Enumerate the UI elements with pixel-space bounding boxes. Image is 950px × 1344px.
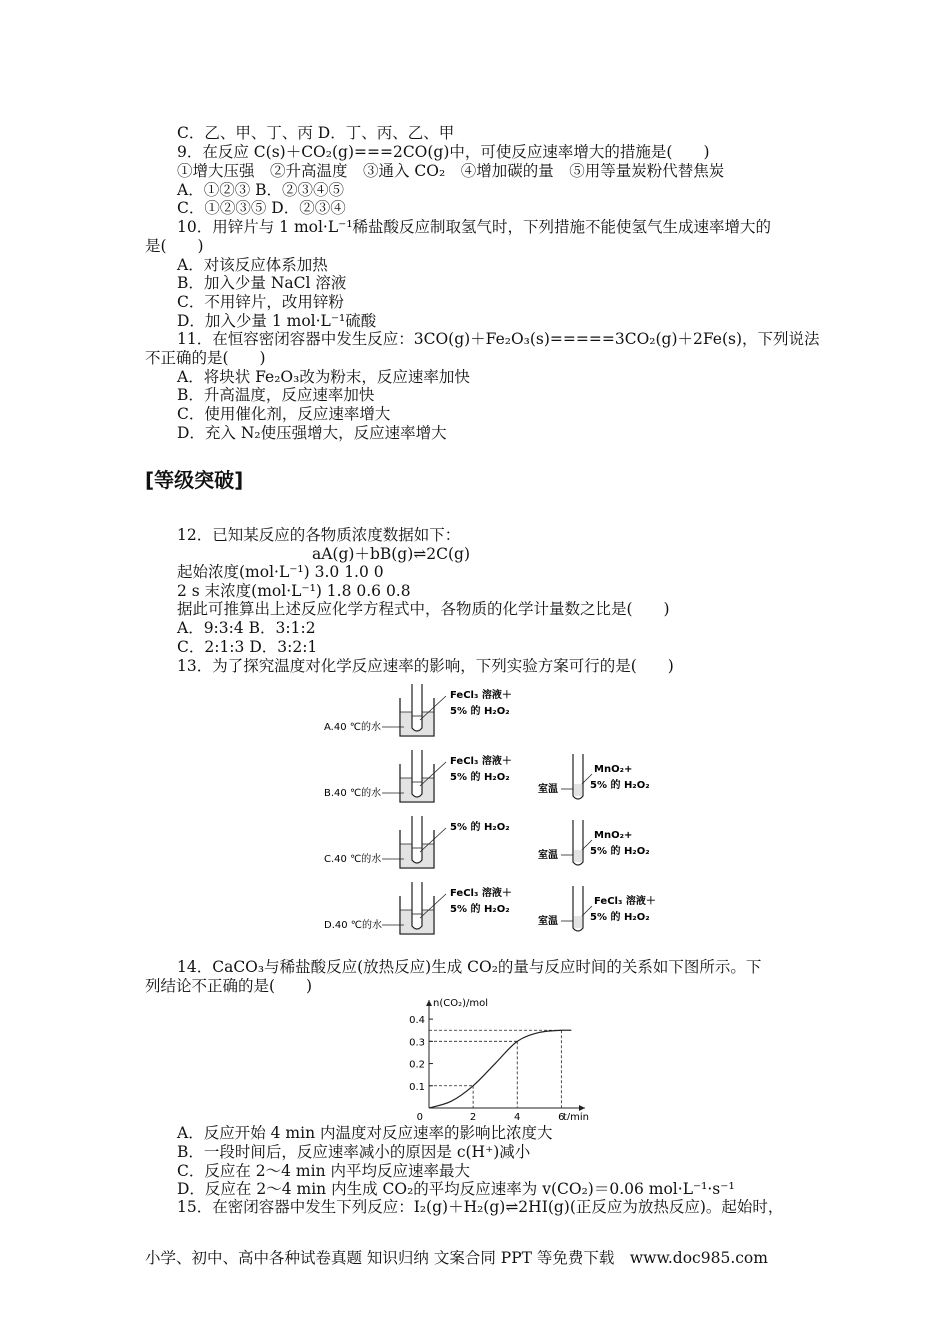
reagent-label: FeCl₃ 溶液＋ bbox=[450, 756, 512, 767]
apparatus-row bbox=[324, 750, 650, 802]
bath-label: A.40 ℃的水 bbox=[324, 722, 381, 733]
option-line: A．反应开始 4 min 内温度对反应速率的影响比浓度大 bbox=[177, 1124, 553, 1142]
tube-liquid bbox=[574, 784, 582, 796]
reagent-label: MnO₂+ bbox=[594, 830, 633, 841]
reagent-label: MnO₂+ bbox=[594, 764, 633, 775]
option-line: C．反应在 2～4 min 内平均反应速率最大 bbox=[177, 1162, 471, 1180]
y-tick-label: 0.2 bbox=[409, 1059, 425, 1071]
reagent-label: 5% 的 H₂O₂ bbox=[450, 706, 510, 717]
room-temp-label: 室温 bbox=[538, 784, 558, 795]
reagent-label: 5% 的 H₂O₂ bbox=[450, 904, 510, 915]
question-14: 14．CaCO₃与稀盐酸反应(放热反应)生成 CO₂的量与反应时间的关系如下图所示。下 bbox=[177, 958, 762, 976]
room-temp-label: 室温 bbox=[538, 850, 558, 861]
reagent-label: 5% 的 H₂O₂ bbox=[590, 912, 650, 923]
question-text: 列结论不正确的是( ) bbox=[145, 977, 313, 995]
question-12: 12．已知某反应的各物质浓度数据如下： bbox=[177, 526, 461, 544]
option-line: D．反应在 2～4 min 内生成 CO₂的平均反应速率为 v(CO₂)＝0.06 mol·L⁻¹·s⁻¹ bbox=[177, 1180, 735, 1198]
question-15: 15．在密闭容器中发生下列反应：I₂(g)＋H₂(g)⇌2HI(g)(正反应为放热反应)。起始时， bbox=[177, 1198, 784, 1216]
question-11: 11．在恒容密闭容器中发生反应：3CO(g)＋Fe₂O₃(s)=====3CO₂(g)＋2Fe(s)，下列说法 bbox=[177, 330, 820, 348]
option-line: A．①②③ B．②③④⑤ bbox=[177, 181, 345, 199]
y-tick-label: 0.4 bbox=[409, 1015, 425, 1027]
co2-time-chart bbox=[395, 998, 595, 1120]
option-line: D．加入少量 1 mol·L⁻¹硫酸 bbox=[177, 312, 377, 330]
question-text: 是( ) bbox=[145, 237, 204, 255]
option-line: A．9:3:4 B．3:1:2 bbox=[177, 619, 316, 637]
x-tick-label: 6 bbox=[558, 1112, 565, 1120]
reagent-label: 5% 的 H₂O₂ bbox=[450, 822, 510, 833]
room-temp-label: 室温 bbox=[538, 916, 558, 927]
option-line: C．2:1:3 D．3:2:1 bbox=[177, 638, 318, 656]
reagent-label: FeCl₃ 溶液＋ bbox=[450, 690, 512, 701]
option-line: B．加入少量 NaCl 溶液 bbox=[177, 274, 347, 292]
option-line: B．升高温度，反应速率加快 bbox=[177, 386, 375, 404]
bath-label: C.40 ℃的水 bbox=[324, 854, 382, 865]
y-axis-label: n(CO₂)/mol bbox=[433, 998, 489, 1009]
reagent-label: 5% 的 H₂O₂ bbox=[450, 772, 510, 783]
equation: aA(g)＋bB(g)⇌2C(g) bbox=[312, 545, 471, 563]
test-tube bbox=[412, 750, 422, 797]
x-axis-arrow bbox=[579, 1105, 585, 1111]
section-title: [等级突破] bbox=[145, 468, 244, 492]
y-tick-label: 0.1 bbox=[409, 1081, 425, 1093]
option-line: D．充入 N₂使压强增大，反应速率增大 bbox=[177, 424, 447, 442]
x-tick-label: 4 bbox=[514, 1112, 521, 1120]
option-line: C．乙、甲、丁、丙 D．丁、丙、乙、甲 bbox=[177, 124, 455, 142]
option-line: ①增大压强 ②升高温度 ③通入 CO₂ ④增加碳的量 ⑤用等量炭粉代替焦炭 bbox=[177, 162, 725, 180]
question-10: 10．用锌片与 1 mol·L⁻¹稀盐酸反应制取氢气时，下列措施不能使氢气生成速率增大的 bbox=[177, 218, 772, 236]
apparatus-row bbox=[324, 882, 656, 934]
option-line: C．不用锌片，改用锌粉 bbox=[177, 293, 344, 311]
bath-label: D.40 ℃的水 bbox=[324, 920, 383, 931]
option-line: A．将块状 Fe₂O₃改为粉末，反应速率加快 bbox=[177, 368, 470, 386]
reagent-label: 5% 的 H₂O₂ bbox=[590, 780, 650, 791]
test-tube bbox=[412, 684, 422, 731]
x-tick-label: 2 bbox=[469, 1112, 477, 1120]
y-axis-arrow bbox=[426, 1000, 432, 1006]
option-line: C．①②③⑤ D．②③④ bbox=[177, 199, 346, 217]
question-text: 不正确的是( ) bbox=[145, 349, 266, 367]
test-tube bbox=[412, 816, 422, 863]
y-tick-label: 0.3 bbox=[409, 1037, 425, 1049]
page-footer: 小学、初中、高中各种试卷真题 知识归纳 文案合同 PPT 等免费下载 www.doc985.com bbox=[145, 1249, 768, 1267]
tube-liquid bbox=[574, 916, 582, 928]
data-line: 起始浓度(mol·L⁻¹) 3.0 1.0 0 bbox=[177, 563, 384, 581]
origin-label: 0 bbox=[416, 1112, 423, 1120]
option-line: A．对该反应体系加热 bbox=[177, 256, 328, 274]
test-tube bbox=[412, 882, 422, 929]
apparatus-row bbox=[324, 816, 650, 868]
apparatus-figure bbox=[320, 676, 680, 944]
x-axis-label: t/min bbox=[562, 1112, 589, 1120]
series-line bbox=[429, 1030, 561, 1108]
option-line: C．使用催化剂，反应速率增大 bbox=[177, 405, 391, 423]
bath-label: B.40 ℃的水 bbox=[324, 788, 382, 799]
option-line: B．一段时间后，反应速率减小的原因是 c(H⁺)减小 bbox=[177, 1143, 531, 1161]
question-13: 13．为了探究温度对化学反应速率的影响，下列实验方案可行的是( ) bbox=[177, 657, 674, 675]
apparatus-row bbox=[324, 684, 512, 736]
question-9: 9．在反应 C(s)＋CO₂(g)===2CO(g)中，可使反应速率增大的措施是( ) bbox=[177, 143, 710, 161]
reagent-label: 5% 的 H₂O₂ bbox=[590, 846, 650, 857]
data-line: 2 s 末浓度(mol·L⁻¹) 1.8 0.6 0.8 bbox=[177, 582, 411, 600]
question-text: 据此可推算出上述反应化学方程式中，各物质的化学计量数之比是( ) bbox=[177, 600, 670, 618]
reagent-label: FeCl₃ 溶液＋ bbox=[450, 888, 512, 899]
tube-liquid bbox=[574, 850, 582, 862]
reagent-label: FeCl₃ 溶液＋ bbox=[594, 896, 656, 907]
